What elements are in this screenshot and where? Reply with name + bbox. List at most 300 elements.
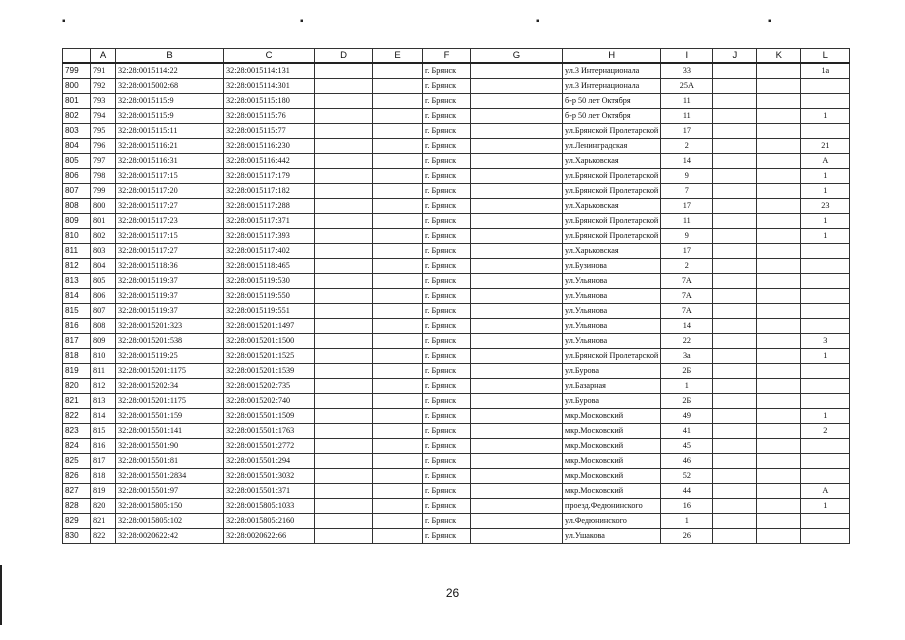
table-cell[interactable] <box>471 394 563 409</box>
table-cell[interactable]: А <box>801 484 850 499</box>
table-cell[interactable] <box>315 334 373 349</box>
table-cell[interactable]: 32:28:0015201:538 <box>116 334 224 349</box>
table-cell[interactable]: ул.Брянской Пролетарской <box>563 229 661 244</box>
table-cell[interactable] <box>315 379 373 394</box>
table-cell[interactable]: 32:28:0015117:393 <box>224 229 315 244</box>
table-cell[interactable]: 32:28:0015119:25 <box>116 349 224 364</box>
table-cell[interactable] <box>373 229 423 244</box>
table-cell[interactable]: мкр.Московский <box>563 424 661 439</box>
table-cell[interactable] <box>801 274 850 289</box>
table-cell[interactable]: 32:28:0015119:550 <box>224 289 315 304</box>
table-cell[interactable] <box>373 124 423 139</box>
table-cell[interactable] <box>801 454 850 469</box>
table-cell[interactable]: 32:28:0015201:1525 <box>224 349 315 364</box>
table-cell[interactable]: 1 <box>661 514 713 529</box>
table-cell[interactable] <box>801 364 850 379</box>
table-cell[interactable] <box>757 454 801 469</box>
table-cell[interactable] <box>373 334 423 349</box>
table-cell[interactable] <box>801 394 850 409</box>
table-cell[interactable] <box>373 484 423 499</box>
table-cell[interactable] <box>713 454 757 469</box>
table-cell[interactable] <box>757 124 801 139</box>
table-cell[interactable]: 32:28:0015805:1033 <box>224 499 315 514</box>
table-cell[interactable] <box>315 529 373 544</box>
table-cell[interactable]: 32:28:0015202:735 <box>224 379 315 394</box>
table-cell[interactable] <box>801 469 850 484</box>
table-cell[interactable] <box>315 499 373 514</box>
table-cell[interactable] <box>801 529 850 544</box>
table-cell[interactable]: 32:28:0015201:1500 <box>224 334 315 349</box>
table-cell[interactable]: 32:28:0015201:323 <box>116 319 224 334</box>
table-cell[interactable]: 32:28:0015501:2834 <box>116 469 224 484</box>
table-cell[interactable] <box>471 63 563 79</box>
table-cell[interactable]: 1 <box>801 109 850 124</box>
table-cell[interactable] <box>801 319 850 334</box>
table-cell[interactable] <box>471 469 563 484</box>
table-cell[interactable] <box>315 124 373 139</box>
table-cell[interactable]: 32:28:0015117:179 <box>224 169 315 184</box>
table-cell[interactable] <box>315 259 373 274</box>
table-cell[interactable]: ул.Брянской Пролетарской <box>563 124 661 139</box>
table-cell[interactable] <box>713 319 757 334</box>
table-cell[interactable]: 815 <box>91 424 116 439</box>
table-cell[interactable] <box>471 199 563 214</box>
table-cell[interactable] <box>757 379 801 394</box>
table-cell[interactable]: 32:28:0015115:180 <box>224 94 315 109</box>
table-cell[interactable] <box>373 169 423 184</box>
table-cell[interactable]: 32:28:0020622:66 <box>224 529 315 544</box>
table-cell[interactable] <box>471 424 563 439</box>
table-cell[interactable]: г. Брянск <box>423 229 471 244</box>
table-cell[interactable]: г. Брянск <box>423 139 471 154</box>
table-cell[interactable] <box>757 199 801 214</box>
table-cell[interactable] <box>373 469 423 484</box>
table-cell[interactable] <box>373 79 423 94</box>
table-cell[interactable] <box>373 409 423 424</box>
table-cell[interactable] <box>757 364 801 379</box>
table-cell[interactable] <box>471 319 563 334</box>
table-cell[interactable] <box>801 259 850 274</box>
table-cell[interactable] <box>471 409 563 424</box>
table-cell[interactable] <box>315 304 373 319</box>
table-cell[interactable] <box>713 409 757 424</box>
table-cell[interactable] <box>757 304 801 319</box>
table-cell[interactable]: ул.3 Интернационала <box>563 79 661 94</box>
table-cell[interactable]: 32:28:0015119:530 <box>224 274 315 289</box>
table-cell[interactable]: г. Брянск <box>423 184 471 199</box>
table-cell[interactable] <box>373 439 423 454</box>
table-cell[interactable]: 796 <box>91 139 116 154</box>
table-cell[interactable]: г. Брянск <box>423 214 471 229</box>
table-cell[interactable] <box>471 274 563 289</box>
table-cell[interactable]: 32:28:0015114:22 <box>116 63 224 79</box>
table-cell[interactable]: 14 <box>661 154 713 169</box>
table-cell[interactable] <box>713 349 757 364</box>
table-cell[interactable] <box>757 439 801 454</box>
table-cell[interactable] <box>373 109 423 124</box>
table-cell[interactable]: 23 <box>801 199 850 214</box>
table-cell[interactable]: 32:28:0015501:1763 <box>224 424 315 439</box>
table-cell[interactable]: 804 <box>91 259 116 274</box>
table-cell[interactable]: 32:28:0015117:27 <box>116 199 224 214</box>
column-header[interactable]: J <box>713 49 757 64</box>
table-cell[interactable] <box>713 214 757 229</box>
table-cell[interactable]: г. Брянск <box>423 274 471 289</box>
table-cell[interactable]: 32:28:0015115:77 <box>224 124 315 139</box>
table-cell[interactable]: г. Брянск <box>423 394 471 409</box>
table-cell[interactable] <box>373 499 423 514</box>
table-cell[interactable]: ул.3 Интернационала <box>563 63 661 79</box>
table-cell[interactable] <box>315 319 373 334</box>
table-cell[interactable]: 791 <box>91 63 116 79</box>
table-cell[interactable] <box>373 379 423 394</box>
table-cell[interactable] <box>373 319 423 334</box>
table-cell[interactable]: 32:28:0015114:131 <box>224 63 315 79</box>
table-cell[interactable] <box>757 289 801 304</box>
table-cell[interactable] <box>757 274 801 289</box>
row-number[interactable]: 816 <box>63 319 91 334</box>
table-cell[interactable] <box>713 109 757 124</box>
table-cell[interactable]: 32:28:0015117:15 <box>116 229 224 244</box>
table-cell[interactable]: г. Брянск <box>423 244 471 259</box>
table-cell[interactable] <box>315 79 373 94</box>
row-number[interactable]: 806 <box>63 169 91 184</box>
table-cell[interactable] <box>315 214 373 229</box>
table-cell[interactable] <box>801 244 850 259</box>
table-cell[interactable] <box>713 274 757 289</box>
table-cell[interactable]: 1 <box>661 379 713 394</box>
table-cell[interactable]: 816 <box>91 439 116 454</box>
table-cell[interactable]: 32:28:0015115:11 <box>116 124 224 139</box>
table-cell[interactable]: б-р 50 лет Октября <box>563 109 661 124</box>
table-cell[interactable]: 32:28:0015117:15 <box>116 169 224 184</box>
table-cell[interactable] <box>713 244 757 259</box>
column-header[interactable]: K <box>757 49 801 64</box>
table-cell[interactable]: г. Брянск <box>423 349 471 364</box>
table-cell[interactable]: 32:28:0015115:76 <box>224 109 315 124</box>
table-cell[interactable]: 2 <box>661 139 713 154</box>
table-cell[interactable]: 1 <box>801 499 850 514</box>
column-header[interactable]: E <box>373 49 423 64</box>
table-cell[interactable]: б-р 50 лет Октября <box>563 94 661 109</box>
table-cell[interactable] <box>315 154 373 169</box>
table-cell[interactable]: 2 <box>801 424 850 439</box>
table-cell[interactable]: ул.Бурова <box>563 394 661 409</box>
table-cell[interactable]: 17 <box>661 199 713 214</box>
table-cell[interactable]: 11 <box>661 109 713 124</box>
table-cell[interactable]: 809 <box>91 334 116 349</box>
table-cell[interactable] <box>471 349 563 364</box>
table-cell[interactable] <box>373 139 423 154</box>
table-cell[interactable] <box>713 364 757 379</box>
table-cell[interactable]: 32:28:0015115:9 <box>116 109 224 124</box>
table-cell[interactable]: 7А <box>661 274 713 289</box>
table-cell[interactable]: мкр.Московский <box>563 454 661 469</box>
table-cell[interactable] <box>757 259 801 274</box>
table-cell[interactable]: 32:28:0015501:90 <box>116 439 224 454</box>
table-cell[interactable]: г. Брянск <box>423 304 471 319</box>
row-number[interactable]: 814 <box>63 289 91 304</box>
table-cell[interactable] <box>315 109 373 124</box>
row-number[interactable]: 799 <box>63 63 91 79</box>
table-cell[interactable] <box>373 304 423 319</box>
table-cell[interactable]: 32:28:0015002:68 <box>116 79 224 94</box>
table-cell[interactable]: 32:28:0015501:141 <box>116 424 224 439</box>
table-cell[interactable]: А <box>801 154 850 169</box>
table-cell[interactable]: г. Брянск <box>423 334 471 349</box>
table-cell[interactable]: 21 <box>801 139 850 154</box>
table-cell[interactable]: 32:28:0015201:1539 <box>224 364 315 379</box>
table-cell[interactable]: 44 <box>661 484 713 499</box>
table-cell[interactable] <box>315 289 373 304</box>
table-cell[interactable]: ул.Брянской Пролетарской <box>563 349 661 364</box>
table-cell[interactable]: г. Брянск <box>423 259 471 274</box>
table-cell[interactable] <box>373 184 423 199</box>
table-cell[interactable]: 14 <box>661 319 713 334</box>
table-cell[interactable]: 41 <box>661 424 713 439</box>
table-cell[interactable] <box>471 154 563 169</box>
table-cell[interactable] <box>315 184 373 199</box>
table-cell[interactable] <box>373 199 423 214</box>
table-cell[interactable] <box>373 274 423 289</box>
table-cell[interactable] <box>713 139 757 154</box>
table-cell[interactable]: 3 <box>801 334 850 349</box>
table-cell[interactable]: 1а <box>801 63 850 79</box>
table-cell[interactable] <box>315 364 373 379</box>
table-cell[interactable] <box>801 514 850 529</box>
table-cell[interactable]: г. Брянск <box>423 499 471 514</box>
table-cell[interactable] <box>471 259 563 274</box>
table-cell[interactable]: г. Брянск <box>423 169 471 184</box>
table-cell[interactable]: 32:28:0015119:551 <box>224 304 315 319</box>
table-cell[interactable]: 11 <box>661 214 713 229</box>
table-cell[interactable] <box>757 109 801 124</box>
table-cell[interactable]: 32:28:0015118:465 <box>224 259 315 274</box>
table-cell[interactable]: 820 <box>91 499 116 514</box>
table-cell[interactable]: ул.Ушакова <box>563 529 661 544</box>
table-cell[interactable]: 45 <box>661 439 713 454</box>
table-cell[interactable] <box>471 79 563 94</box>
table-cell[interactable] <box>315 199 373 214</box>
table-cell[interactable]: 2Б <box>661 364 713 379</box>
row-number[interactable]: 803 <box>63 124 91 139</box>
row-number[interactable]: 821 <box>63 394 91 409</box>
table-cell[interactable] <box>757 169 801 184</box>
row-number[interactable]: 825 <box>63 454 91 469</box>
table-cell[interactable]: 807 <box>91 304 116 319</box>
row-number[interactable]: 823 <box>63 424 91 439</box>
table-cell[interactable]: ул.Брянской Пролетарской <box>563 169 661 184</box>
row-number[interactable]: 824 <box>63 439 91 454</box>
table-cell[interactable]: 1 <box>801 184 850 199</box>
table-cell[interactable]: ул.Ленинградская <box>563 139 661 154</box>
table-cell[interactable]: г. Брянск <box>423 484 471 499</box>
row-number[interactable]: 812 <box>63 259 91 274</box>
table-cell[interactable]: 813 <box>91 394 116 409</box>
table-cell[interactable] <box>713 514 757 529</box>
table-cell[interactable]: 33 <box>661 63 713 79</box>
table-cell[interactable]: 811 <box>91 364 116 379</box>
table-cell[interactable]: 1 <box>801 409 850 424</box>
table-cell[interactable]: ул.Ульянова <box>563 319 661 334</box>
table-cell[interactable] <box>713 229 757 244</box>
table-cell[interactable]: 32:28:0020622:42 <box>116 529 224 544</box>
table-cell[interactable] <box>757 409 801 424</box>
table-cell[interactable] <box>471 529 563 544</box>
table-cell[interactable]: 1 <box>801 349 850 364</box>
table-cell[interactable]: г. Брянск <box>423 379 471 394</box>
table-cell[interactable]: г. Брянск <box>423 439 471 454</box>
table-cell[interactable] <box>471 454 563 469</box>
table-cell[interactable] <box>757 319 801 334</box>
table-cell[interactable]: ул.Бузинова <box>563 259 661 274</box>
table-cell[interactable] <box>373 424 423 439</box>
table-cell[interactable] <box>713 529 757 544</box>
table-cell[interactable] <box>757 139 801 154</box>
table-cell[interactable]: проезд.Федюнинского <box>563 499 661 514</box>
table-cell[interactable]: 32:28:0015501:2772 <box>224 439 315 454</box>
table-cell[interactable]: г. Брянск <box>423 109 471 124</box>
table-cell[interactable]: 32:28:0015805:150 <box>116 499 224 514</box>
table-cell[interactable]: 7А <box>661 304 713 319</box>
table-cell[interactable]: 26 <box>661 529 713 544</box>
table-cell[interactable] <box>757 514 801 529</box>
table-cell[interactable]: 32:28:0015117:402 <box>224 244 315 259</box>
table-cell[interactable]: 32:28:0015805:2160 <box>224 514 315 529</box>
table-cell[interactable] <box>713 79 757 94</box>
table-cell[interactable]: 22 <box>661 334 713 349</box>
table-cell[interactable] <box>471 289 563 304</box>
table-cell[interactable] <box>373 259 423 274</box>
row-number[interactable]: 805 <box>63 154 91 169</box>
table-cell[interactable] <box>757 424 801 439</box>
table-cell[interactable]: 32:28:0015116:442 <box>224 154 315 169</box>
table-cell[interactable] <box>315 139 373 154</box>
table-cell[interactable] <box>713 424 757 439</box>
row-number[interactable]: 826 <box>63 469 91 484</box>
table-cell[interactable]: г. Брянск <box>423 79 471 94</box>
table-cell[interactable] <box>315 469 373 484</box>
table-cell[interactable] <box>801 94 850 109</box>
table-cell[interactable]: ул.Харьковская <box>563 199 661 214</box>
table-cell[interactable] <box>471 514 563 529</box>
table-cell[interactable]: 32:28:0015201:1175 <box>116 364 224 379</box>
column-header[interactable]: A <box>91 49 116 64</box>
table-cell[interactable]: г. Брянск <box>423 364 471 379</box>
row-number[interactable]: 815 <box>63 304 91 319</box>
table-cell[interactable]: 801 <box>91 214 116 229</box>
table-cell[interactable]: 32:28:0015117:20 <box>116 184 224 199</box>
table-cell[interactable] <box>471 124 563 139</box>
column-header[interactable]: G <box>471 49 563 64</box>
table-cell[interactable]: мкр.Московский <box>563 409 661 424</box>
table-cell[interactable]: 32:28:0015201:1175 <box>116 394 224 409</box>
table-cell[interactable]: 814 <box>91 409 116 424</box>
table-cell[interactable] <box>373 394 423 409</box>
table-cell[interactable] <box>471 139 563 154</box>
table-cell[interactable]: ул.Ульянова <box>563 334 661 349</box>
table-cell[interactable] <box>471 499 563 514</box>
row-number[interactable]: 830 <box>63 529 91 544</box>
table-cell[interactable]: 822 <box>91 529 116 544</box>
table-cell[interactable] <box>315 409 373 424</box>
table-cell[interactable] <box>713 484 757 499</box>
table-cell[interactable]: 32:28:0015114:301 <box>224 79 315 94</box>
row-number[interactable]: 809 <box>63 214 91 229</box>
table-cell[interactable] <box>471 439 563 454</box>
table-cell[interactable]: 802 <box>91 229 116 244</box>
table-cell[interactable]: 808 <box>91 319 116 334</box>
row-number[interactable]: 813 <box>63 274 91 289</box>
table-cell[interactable]: 812 <box>91 379 116 394</box>
table-cell[interactable] <box>713 289 757 304</box>
table-cell[interactable]: 25А <box>661 79 713 94</box>
table-cell[interactable]: ул.Ульянова <box>563 274 661 289</box>
table-cell[interactable]: ул.Брянской Пролетарской <box>563 184 661 199</box>
row-number[interactable]: 808 <box>63 199 91 214</box>
table-cell[interactable] <box>373 289 423 304</box>
table-cell[interactable]: 32:28:0015117:182 <box>224 184 315 199</box>
table-cell[interactable] <box>757 244 801 259</box>
table-cell[interactable] <box>471 379 563 394</box>
row-number[interactable]: 804 <box>63 139 91 154</box>
table-cell[interactable]: 11 <box>661 94 713 109</box>
table-cell[interactable]: 32:28:0015501:294 <box>224 454 315 469</box>
table-cell[interactable] <box>801 124 850 139</box>
table-cell[interactable] <box>757 154 801 169</box>
table-cell[interactable]: г. Брянск <box>423 94 471 109</box>
table-cell[interactable]: 795 <box>91 124 116 139</box>
table-cell[interactable] <box>373 529 423 544</box>
table-cell[interactable]: 798 <box>91 169 116 184</box>
table-cell[interactable] <box>471 109 563 124</box>
table-cell[interactable]: 32:28:0015501:3032 <box>224 469 315 484</box>
table-cell[interactable] <box>757 229 801 244</box>
table-cell[interactable] <box>373 154 423 169</box>
table-cell[interactable] <box>713 154 757 169</box>
table-cell[interactable]: г. Брянск <box>423 409 471 424</box>
table-cell[interactable] <box>801 79 850 94</box>
table-cell[interactable] <box>315 424 373 439</box>
column-header[interactable]: H <box>563 49 661 64</box>
table-cell[interactable]: 818 <box>91 469 116 484</box>
table-cell[interactable] <box>713 439 757 454</box>
row-number[interactable]: 829 <box>63 514 91 529</box>
column-header[interactable]: D <box>315 49 373 64</box>
row-number[interactable]: 827 <box>63 484 91 499</box>
table-cell[interactable]: 7 <box>661 184 713 199</box>
table-cell[interactable] <box>315 439 373 454</box>
table-cell[interactable] <box>315 274 373 289</box>
table-cell[interactable]: 32:28:0015119:37 <box>116 304 224 319</box>
table-cell[interactable] <box>757 394 801 409</box>
row-number[interactable]: 828 <box>63 499 91 514</box>
table-cell[interactable]: 805 <box>91 274 116 289</box>
table-cell[interactable] <box>315 244 373 259</box>
table-cell[interactable]: 799 <box>91 184 116 199</box>
table-cell[interactable] <box>373 454 423 469</box>
table-cell[interactable] <box>373 514 423 529</box>
table-cell[interactable]: 32:28:0015202:34 <box>116 379 224 394</box>
table-cell[interactable]: 794 <box>91 109 116 124</box>
table-cell[interactable] <box>713 499 757 514</box>
table-cell[interactable]: 792 <box>91 79 116 94</box>
table-cell[interactable]: г. Брянск <box>423 424 471 439</box>
table-cell[interactable]: 817 <box>91 454 116 469</box>
table-cell[interactable] <box>757 469 801 484</box>
row-number[interactable]: 800 <box>63 79 91 94</box>
table-cell[interactable]: 46 <box>661 454 713 469</box>
